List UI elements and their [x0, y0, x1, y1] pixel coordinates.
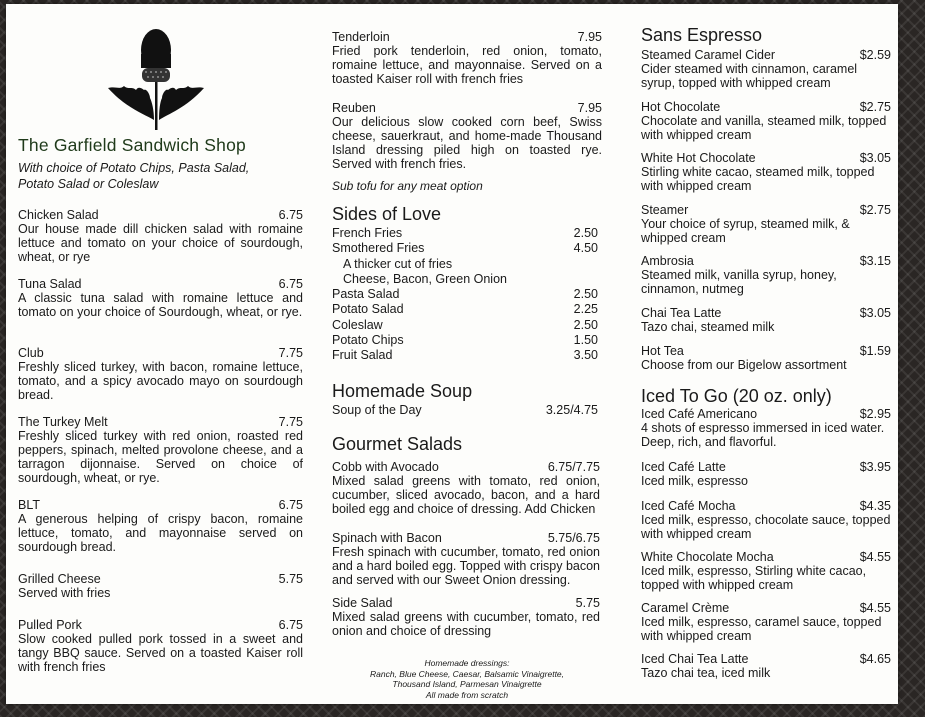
- menu-item: [18, 415, 303, 485]
- item-description: Your choice of syrup, steamed milk, & whipped cream: [641, 217, 850, 245]
- item-description: 4 shots of espresso immersed in iced water. Deep, rich, and flavorful.: [641, 421, 885, 449]
- acorn-oak-leaf-icon: [106, 24, 206, 130]
- item-name: Pulled Pork: [18, 618, 82, 632]
- menu-item: [641, 100, 891, 142]
- item-name: Club: [18, 346, 44, 360]
- menu-page: [6, 4, 898, 704]
- item-name: Iced Café Latte: [641, 460, 726, 474]
- item-name: Ambrosia: [641, 254, 694, 268]
- item-name: BLT: [18, 498, 40, 512]
- side-item: Pasta Salad 2.50: [332, 287, 598, 302]
- menu-item: [18, 277, 303, 319]
- menu-item: [641, 203, 891, 245]
- item-description: Iced milk, espresso, Stirling white cacao, topped with whipped cream: [641, 564, 867, 592]
- soup-item: Soup of the Day 3.25/4.75: [332, 403, 598, 417]
- item-price: 5.75/6.75: [547, 531, 600, 545]
- item-description: Chocolate and vanilla, steamed milk, topped with whipped cream: [641, 114, 887, 142]
- item-name: Iced Chai Tea Latte: [641, 652, 749, 666]
- sides-list: [332, 226, 598, 364]
- item-name: White Hot Chocolate: [641, 151, 756, 165]
- item-description: Cider steamed with cinnamon, caramel syrup, topped with whipped cream: [641, 62, 858, 90]
- item-name: Spinach with Bacon: [332, 531, 442, 545]
- menu-item: [641, 151, 891, 193]
- item-name: Iced Café Mocha: [641, 499, 736, 513]
- menu-item: [18, 498, 303, 554]
- section-title-salads: Gourmet Salads: [332, 434, 463, 454]
- item-price: $2.75: [859, 203, 891, 217]
- item-description: A classic tuna salad with romaine lettuce and tomato on your choice of Sourdough, wheat, or rye.: [18, 291, 303, 319]
- item-price: $4.55: [859, 550, 891, 564]
- side-item-note: A thicker cut of fries: [343, 256, 453, 271]
- menu-item: [641, 652, 891, 680]
- item-price: 6.75/7.75: [547, 460, 600, 474]
- item-price: $4.65: [859, 652, 891, 666]
- item-price: $3.95: [859, 460, 891, 474]
- item-price: 6.75: [278, 498, 303, 512]
- item-price: $3.05: [859, 151, 891, 165]
- item-description: Freshly sliced turkey, with bacon, romaine lettuce, tomato, and a spicy avocado mayo on sourdough bread.: [18, 360, 303, 402]
- item-description: Freshly sliced turkey with red onion, roasted red peppers, spinach, melted provolone cheese, and a tarragon dijonnaise. Served on choice of sourdough, wheat, or rye.: [18, 429, 303, 485]
- menu-item: [641, 306, 891, 334]
- item-name: Caramel Crème: [641, 601, 730, 615]
- item-price: $3.05: [859, 306, 891, 320]
- item-name: Reuben: [332, 101, 376, 115]
- item-name: Iced Café Americano: [641, 407, 758, 421]
- item-description: A generous helping of crispy bacon, romaine lettuce, tomato, and mayonnaise served on sourdough bread.: [18, 512, 303, 554]
- item-price: 5.75: [575, 596, 600, 610]
- item-name: Steamed Caramel Cider: [641, 48, 776, 62]
- item-description: Tazo chai, steamed milk: [641, 320, 775, 334]
- item-price: 6.75: [278, 208, 303, 222]
- item-description: Mixed salad greens with tomato, red onion, cucumber, sliced avocado, bacon, and a hard boiled egg and choice of dressing. Add Chicken: [332, 474, 600, 516]
- item-description: Served with fries: [18, 586, 111, 600]
- item-price: $3.15: [859, 254, 891, 268]
- item-description: Iced milk, espresso: [641, 474, 748, 488]
- item-name: White Chocolate Mocha: [641, 550, 774, 564]
- dressings-note: Homemade dressings: Ranch, Blue Cheese, Caesar, Balsamic Vinaigrette, Thousand Island, Parmesan Vinaigrette All made from scratch: [369, 658, 565, 700]
- item-name: Hot Chocolate: [641, 100, 721, 114]
- menu-item: [18, 346, 303, 402]
- item-name: Steamer: [641, 203, 689, 217]
- menu-item: [332, 30, 602, 86]
- item-description: Iced milk, espresso, chocolate sauce, topped with whipped cream: [641, 513, 891, 541]
- menu-item: [18, 208, 303, 264]
- menu-item: [641, 460, 891, 488]
- item-price: $2.95: [859, 407, 891, 421]
- item-description: Fresh spinach with cucumber, tomato, red onion and a hard boiled egg. Topped with crispy bacon and served with our Sweet Onion dressing.: [332, 545, 601, 587]
- side-item-note: Cheese, Bacon, Green Onion: [343, 271, 507, 286]
- section-title-iced: Iced To Go (20 oz. only): [641, 386, 832, 406]
- menu-item: [332, 596, 600, 638]
- item-name: The Turkey Melt: [18, 415, 108, 429]
- side-item: Potato Chips 1.50: [332, 333, 598, 348]
- item-description: Stirling white cacao, steamed milk, topped with whipped cream: [641, 165, 875, 193]
- side-item: Potato Salad 2.25: [332, 302, 598, 317]
- menu-item: [18, 572, 303, 600]
- menu-item: [641, 550, 891, 592]
- item-price: 7.95: [577, 101, 602, 115]
- item-description: Tazo chai tea, iced milk: [641, 666, 771, 680]
- item-name: Side Salad: [332, 596, 393, 610]
- item-price: $1.59: [859, 344, 891, 358]
- item-price: $4.55: [859, 601, 891, 615]
- item-description: Slow cooked pulled pork tossed in a sweet and tangy BBQ sauce. Served on a toasted Kaiser roll with french fries: [18, 632, 303, 674]
- section-title-sides: Sides of Love: [332, 204, 442, 224]
- menu-item: [641, 499, 891, 541]
- tofu-note: Sub tofu for any meat option: [332, 179, 483, 193]
- section-title-soup: Homemade Soup: [332, 381, 473, 401]
- shop-title: The Garfield Sandwich Shop: [18, 135, 246, 155]
- item-price: $2.75: [859, 100, 891, 114]
- item-name: Hot Tea: [641, 344, 684, 358]
- item-name: Chai Tea Latte: [641, 306, 722, 320]
- item-name: Cobb with Avocado: [332, 460, 439, 474]
- item-price: 7.75: [278, 346, 303, 360]
- item-description: Steamed milk, vanilla syrup, honey, cinnamon, nutmeg: [641, 268, 837, 296]
- item-price: 7.75: [278, 415, 303, 429]
- side-item: Smothered Fries 4.50: [332, 241, 598, 256]
- item-description: Our delicious slow cooked corn beef, Swiss cheese, sauerkraut, and home-made Thousand Island dressing piled high on toasted rye. Served with french fries.: [332, 115, 602, 171]
- menu-item: [641, 601, 891, 643]
- item-description: Fried pork tenderloin, red onion, tomato, romaine lettuce, and mayonnaise. Served on a toasted Kaiser roll with french fries: [332, 44, 602, 86]
- section-title-sans-espresso: Sans Espresso: [641, 25, 763, 45]
- side-item: French Fries 2.50: [332, 226, 598, 240]
- item-name: Tenderloin: [332, 30, 390, 44]
- item-price: 6.75: [278, 618, 303, 632]
- item-description: Iced milk, espresso, caramel sauce, topped with whipped cream: [641, 615, 882, 643]
- shop-subtitle: With choice of Potato Chips, Pasta Salad, Potato Salad or Coleslaw: [18, 161, 250, 191]
- item-name: Chicken Salad: [18, 208, 99, 222]
- item-price: $4.35: [859, 499, 891, 513]
- item-name: Grilled Cheese: [18, 572, 101, 586]
- item-price: 7.95: [577, 30, 602, 44]
- item-name: Tuna Salad: [18, 277, 82, 291]
- item-description: Our house made dill chicken salad with romaine lettuce and tomato on your choice of sourdough, wheat, or rye: [18, 222, 303, 264]
- item-description: Choose from our Bigelow assortment: [641, 358, 847, 372]
- menu-item: [641, 344, 891, 372]
- menu-item: [641, 48, 891, 90]
- menu-item: [332, 531, 600, 587]
- side-item: Fruit Salad 3.50: [332, 348, 598, 363]
- menu-item: [332, 460, 600, 516]
- item-price: $2.59: [859, 48, 891, 62]
- item-price: 6.75: [278, 277, 303, 291]
- side-item: Coleslaw 2.50: [332, 317, 598, 332]
- item-price: 5.75: [278, 572, 303, 586]
- menu-item: [18, 618, 303, 674]
- menu-item: [641, 407, 891, 449]
- menu-item: [641, 254, 891, 296]
- menu-item: [332, 101, 602, 171]
- item-description: Mixed salad greens with cucumber, tomato, red onion and choice of dressing: [332, 610, 600, 638]
